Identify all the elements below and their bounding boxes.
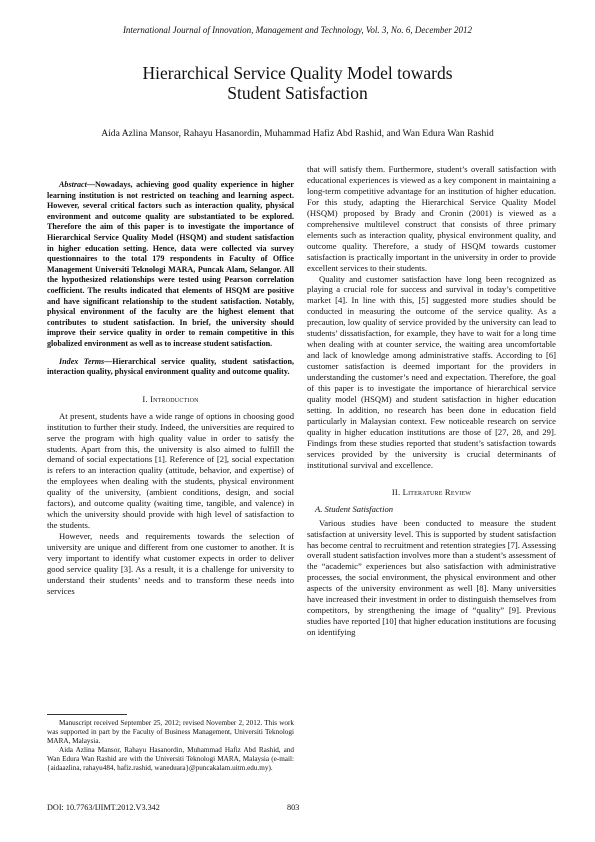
subsection-heading-student-satisfaction: A. Student Satisfaction (315, 503, 394, 514)
abstract-lead: Abstract (59, 180, 87, 189)
intro-paragraph-2: However, needs and requirements towards the selection of university are unique and different from one customer to another. It is very important to identify what customer expects in order to deliver good service quality [3]. As a result, it is a challenge for university to understand their students’ needs and to transform these needs into services (47, 531, 294, 596)
literature-paragraph-1: Various studies have been conducted to measure the student satisfaction at university level. This is supported by student satisfaction has become central to recruitment and retention strategies [7]. Assessing overall student satisfaction involves more than a student’s assessment of the “academic” experiences but also satisfaction with administrative processes, the social environment, the physical environment and other aspects of the university environment as well [8]. Many universities have increased their investment in order to distinguish themselves from competitors, by strengthening the image of “quality” [9]. Previous studies have reported [10] that higher education institutions are focusing on identifying (307, 517, 556, 638)
section-heading-literature-review: II. Literature Review (391, 486, 472, 497)
intro-paragraph-1: At present, students have a wide range of options in choosing good institution to further their study. Indeed, the universities are required to serve the program with high quality value in order to satisfy the students. Apart from this, the university is also aimed to fulfill the demand of social expectations [1]. Reference of [2], social expectation is refers to an interaction quality (attitude, behavior, and expertise) of the employees when dealing with the students, physical environment quality of the university, (ambient conditions, design, and social factors), and outcome quality (waiting time, tangible, and valence) in which the university should provide with high level of satisfaction to the students. (47, 410, 294, 531)
footnote-rule (47, 714, 127, 715)
paper-title (60, 63, 535, 103)
title-line-1: Hierarchical Service Quality Model towards (142, 63, 453, 83)
page-number: 803 (287, 803, 300, 812)
index-terms-text: —Hierarchical service quality, student satisfaction, interaction quality, physical environment quality and outcome quality. (47, 356, 294, 377)
footnote-affiliation: Aida Azlina Mansor, Rahayu Hasanordin, Muhammad Hafiz Abd Rashid, and Wan Edura Wan Rashid are with the Universiti Teknologi MARA, Malaysia (e-mail: {aidaazlina, rahayu484, hafiz.rashid, waneduara}@puncakalam.uitm.edu.my). (47, 745, 294, 772)
abstract (47, 180, 294, 350)
left-column (47, 180, 294, 597)
right-paragraph-2: Quality and customer satisfaction have long been recognized as playing a crucial role for success and survival in today’s competitive market [4]. In line with this, [5] suggested more studies should be conducted in measuring the outcome of the service quality. As a precaution, low quality of service provided by the university can lead to students’ dissatisfaction, for example, they have to wait for a long time when dealing with at counter service, the waiting area uncomfortable and lack of knowledge among administrative staffs. According to [6] customer satisfaction is deemed important for the providers in understanding the customer’s need and expectation. Therefore, the goal of this paper is to investigate the importance of hierarchical service quality model (HSQM) and student satisfaction in higher education setting. In addition, no research has been done in education field particularly in Malaysian context. Few noticeable research on service quality in higher education institutions are those of [27, 28, and 29]. Findings from these studies reported that student’s satisfaction towards services provided by the university is crucial determinants of institutional survival and excellence. (307, 273, 556, 470)
author-list: Aida Azlina Mansor, Rahayu Hasanordin, Muhammad Hafiz Abd Rashid, and Wan Edura Wan Rashid (101, 128, 494, 139)
section-heading-introduction: I. Introduction (142, 393, 199, 404)
abstract-text: —Nowadays, achieving good quality experience in higher learning institution is not restricted on teaching and learning aspect. However, several critical factors such as interaction quality, physical environment and outcome quality are substantiated to be explored. Therefore the aim of this paper is to investigate the importance of Hierarchical Service Quality Model (HSQM) and student satisfaction in higher education setting. Hence, data were collected via survey questionnaires to the total 179 respondents in Faculty of Office Management Universiti Teknologi MARA, Puncak Alam, Selangor. All the hypothesized relationships were tested using Pearson correlation coefficient. The results indicated that elements of HSQM are positive and have significant relationship to the student satisfaction. Notably, physical environment of the faculty are the highest element that contributes to student satisfaction. In brief, the university should improve their service quality in order to remain competitive in this globalized environment as well as to increase student satisfaction. (47, 180, 294, 348)
title-line-2: Student Satisfaction (227, 83, 368, 103)
footnote (47, 714, 294, 772)
right-column (307, 164, 556, 638)
footnote-manuscript: Manuscript received September 25, 2012; revised November 2, 2012. This work was supported in part by the Faculty of Business Management, Universiti Teknologi MARA, Malaysia. (47, 719, 294, 745)
doi-footer: DOI: 10.7763/IJIMT.2012.V3.342 (47, 803, 160, 812)
index-terms (47, 357, 294, 378)
running-header: International Journal of Innovation, Management and Technology, Vol. 3, No. 6, December 2012 (122, 25, 473, 35)
index-terms-lead: Index Terms (59, 356, 105, 366)
right-paragraph-1: that will satisfy them. Furthermore, student’s overall satisfaction with educational experiences is viewed as a key component in maintaining a long-term competitive advantage for an institution of higher education. For this study, adapting the Hierarchical Service Quality Model (HSQM) proposed by Brady and Cronin (2001) is viewed as a comprehensive multilevel construct that consists of three primary elements such as interaction quality, physical environment quality, and outcome quality. Therefore, a study of HSQM towards customer satisfaction is practically important in the university in order to provide excellent services to their students. (307, 164, 556, 273)
